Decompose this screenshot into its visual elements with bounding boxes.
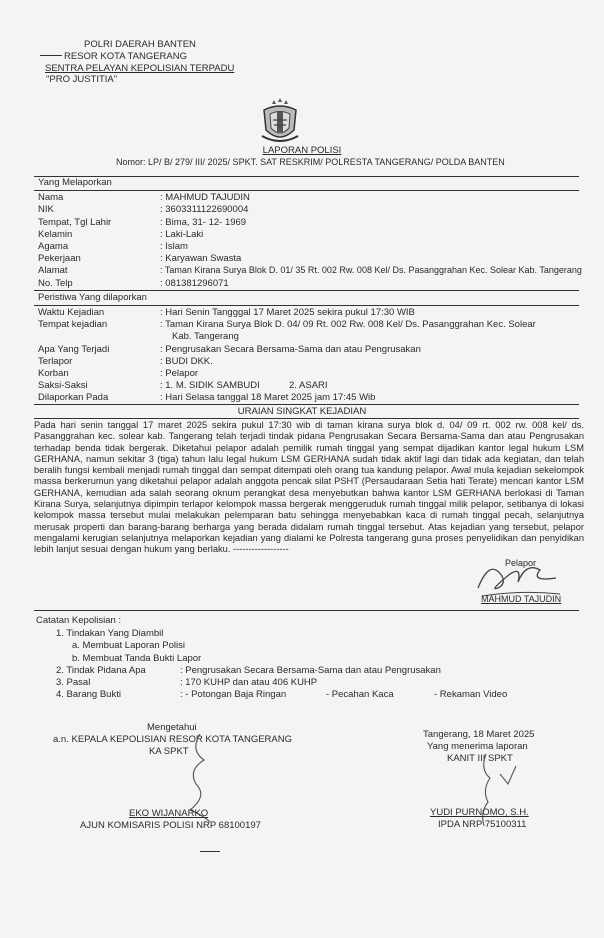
label-kelamin: Kelamin bbox=[38, 229, 73, 240]
header-line-spkt: SENTRA PELAYAN KEPOLISIAN TERPADU bbox=[45, 63, 235, 74]
catatan-item4-label: 4. Barang Bukti bbox=[56, 689, 121, 700]
label-terlapor: Terlapor bbox=[38, 356, 73, 367]
catatan-item2-label: 2. Tindak Pidana Apa bbox=[56, 665, 146, 676]
divider-catatan bbox=[34, 610, 579, 611]
label-pekerjaan: Pekerjaan bbox=[38, 253, 81, 264]
catatan-heading: Catatan Kepolisian : bbox=[36, 615, 122, 626]
section-incident: Peristiwa Yang dilaporkan bbox=[38, 292, 147, 303]
label-apa: Apa Yang Terjadi bbox=[38, 344, 110, 355]
label-waktu: Waktu Kejadian bbox=[38, 307, 105, 318]
catatan-item3-label: 3. Pasal bbox=[56, 677, 91, 688]
value-nik: : 3603311122690004 bbox=[160, 204, 249, 215]
catatan-item4-value1: : - Potongan Baja Ringan bbox=[180, 689, 287, 700]
value-tempat-1: : Taman Kirana Surya Blok D. 04/ 09 Rt. 002 Rw. 008 Kel/ Ds. Pasanggrahan Kec. Solear bbox=[160, 319, 536, 330]
divider-summary bbox=[34, 418, 579, 419]
catatan-item3-value: : 170 KUHP dan atau 406 KUHP bbox=[180, 677, 318, 688]
summary-heading: URAIAN SINGKAT KEJADIAN bbox=[237, 406, 367, 417]
catatan-item4-value3: - Rekaman Video bbox=[434, 689, 508, 700]
value-alamat: : Taman Kirana Surya Blok D. 01/ 35 Rt. 002 Rw. 008 Kel/ Ds. Pasanggrahan Kec. Solear Kab. Tangerang bbox=[160, 265, 582, 275]
pelapor-label: Pelapor bbox=[505, 558, 537, 568]
value-waktu: : Hari Senin Tangggal 17 Maret 2025 sekira pukul 17:30 WIB bbox=[160, 307, 415, 318]
value-agama: : Islam bbox=[160, 241, 188, 252]
label-korban: Korban bbox=[38, 368, 69, 379]
sign-right-receiver: Yang menerima laporan bbox=[427, 741, 528, 752]
label-tempat: Tempat kejadian bbox=[38, 319, 108, 330]
pelapor-name: MAHMUD TAJUDIN bbox=[481, 594, 562, 604]
divider-summary-top bbox=[34, 404, 579, 405]
value-ttl: : Bima, 31- 12- 1969 bbox=[160, 217, 247, 228]
label-dilaporkan: Dilaporkan Pada bbox=[38, 392, 109, 403]
sign-left-ka-spkt: KA SPKT bbox=[149, 746, 189, 757]
label-telp: No. Telp bbox=[38, 278, 73, 289]
header-dash bbox=[40, 55, 62, 56]
value-nama: : MAHMUD TAJUDIN bbox=[160, 192, 250, 203]
value-telp: : 081381296071 bbox=[160, 278, 229, 289]
value-terlapor: : BUDI DKK. bbox=[160, 356, 213, 367]
sign-right-rank: IPDA NRP 75100311 bbox=[438, 819, 527, 830]
section-reporter: Yang Melaporkan bbox=[38, 177, 112, 188]
sign-right-name: YUDI PURNOMO, S.H. bbox=[430, 807, 529, 818]
header-pro-justitia: "PRO JUSTITIA" bbox=[46, 74, 118, 85]
label-ttl: Tempat, Tgl Lahir bbox=[38, 217, 112, 228]
value-korban: : Pelapor bbox=[160, 368, 199, 379]
label-nik: NIK bbox=[38, 204, 54, 215]
header-line-polda: POLRI DAERAH BANTEN bbox=[84, 39, 196, 50]
catatan-item1b: b. Membuat Tanda Bukti Lapor bbox=[72, 653, 202, 664]
police-emblem-icon bbox=[256, 96, 304, 146]
catatan-item4-value2: - Pecahan Kaca bbox=[326, 689, 394, 700]
value-pekerjaan: : Karyawan Swasta bbox=[160, 253, 242, 264]
sign-left-rank: AJUN KOMISARIS POLISI NRP 68100197 bbox=[80, 820, 261, 831]
divider-reporter bbox=[34, 190, 579, 191]
sign-left-mengetahui: Mengetahui bbox=[147, 722, 197, 733]
sign-right-kanit: KANIT III SPKT bbox=[447, 753, 513, 764]
value-dilaporkan: : Hari Selasa tanggal 18 Maret 2025 jam 17:45 Wib bbox=[160, 392, 376, 403]
label-nama: Nama bbox=[38, 192, 64, 203]
value-tempat-2: Kab. Tangerang bbox=[172, 331, 239, 342]
summary-text: Pada hari senin tanggal 17 maret 2025 sekira pukul 17:30 wib di taman kirana surya blok d. 04/ 09 rt. 002 rw. 008 kel/ ds. Pasanggrahan kec. solear kab. Tangerang telah terjadi tindak pidana Pengrusakan Secara Bersama-Sama dan atau Pengrusakan terhadap benda tidak bergerak. Diketahui pelapor adalah pemilik rumah tinggal yang sempat dijadikan kantor legal hukum LSM GERHANA, namun sekitar 3 (tiga) tahun lalu legal hukum LSM GERHANA sudah tidak aktif lagi dan tidak ada kegiatan, dan telah beralih fungsi kembali menjadi rumah tinggal dan sempat ditempati oleh orang tua kandung pelapor. Awal mula kejadian sekelompok massa berkerumun yang diketahui pelapor adalah anggota pencak silat PSHT (Persaudaraan Setia hati Terate) mencari kantor LSM GERHANA, kemudian ada salah seorang oknum perangkat desa menyebutkan bahwa kantor LSM GERHANA berlokasi di Taman Kirana Surya, selanjutnya dipimpin terlapor kelompok massa bergerak menggeruduk rumah tinggal milik pelapor, setibanya di lokasi kelompok massa tersebut mulai melakukan pelemparan batu sehingga menyebabkan kaca di rumah tinggal pecah, selanjutnya merusak properti dan barang-barang berharga yang berada didalam rumah tinggal tersebut. Atas kejadian yang tersebut, pelapor mengalami kerugian selanjutnya melaporkan kejadian yang dialami ke Polresta tangerang guna proses penyelidikan dan penyidikan lebih lanjut sesuai dengan hukum yang berlaku. ------------------ bbox=[34, 420, 584, 555]
right-signature-icon bbox=[450, 750, 530, 830]
catatan-item1: 1. Tindakan Yang Diambil bbox=[56, 628, 164, 639]
value-kelamin: : Laki-Laki bbox=[160, 229, 204, 240]
catatan-item2-value: : Pengrusakan Secara Bersama-Sama dan atau Pengrusakan bbox=[180, 665, 441, 676]
label-alamat: Alamat bbox=[38, 265, 68, 276]
report-title: LAPORAN POLISI bbox=[262, 145, 342, 156]
value-saksi-2: 2. ASARI bbox=[289, 380, 328, 391]
sign-left-an: a.n. KEPALA KEPOLISIAN RESOR KOTA TANGERANG bbox=[53, 734, 292, 745]
header-line-polresta: RESOR KOTA TANGERANG bbox=[64, 51, 187, 62]
divider-top bbox=[34, 176, 579, 177]
sign-left-name: EKO WIJANARKO bbox=[129, 808, 209, 819]
catatan-item1a: a. Membuat Laporan Polisi bbox=[72, 640, 186, 651]
footer-dash bbox=[200, 851, 220, 852]
label-agama: Agama bbox=[38, 241, 69, 252]
sign-right-date: Tangerang, 18 Maret 2025 bbox=[423, 729, 535, 740]
value-apa: : Pengrusakan Secara Bersama-Sama dan atau Pengrusakan bbox=[160, 344, 421, 355]
value-saksi-1: : 1. M. SIDIK SAMBUDI bbox=[160, 380, 260, 391]
label-saksi: Saksi-Saksi bbox=[38, 380, 88, 391]
report-number: Nomor: LP/ B/ 279/ III/ 2025/ SPKT. SAT RESKRIM/ POLRESTA TANGERANG/ POLDA BANTEN bbox=[116, 157, 505, 167]
divider-incident bbox=[34, 305, 579, 306]
divider-incident-top bbox=[34, 290, 579, 291]
